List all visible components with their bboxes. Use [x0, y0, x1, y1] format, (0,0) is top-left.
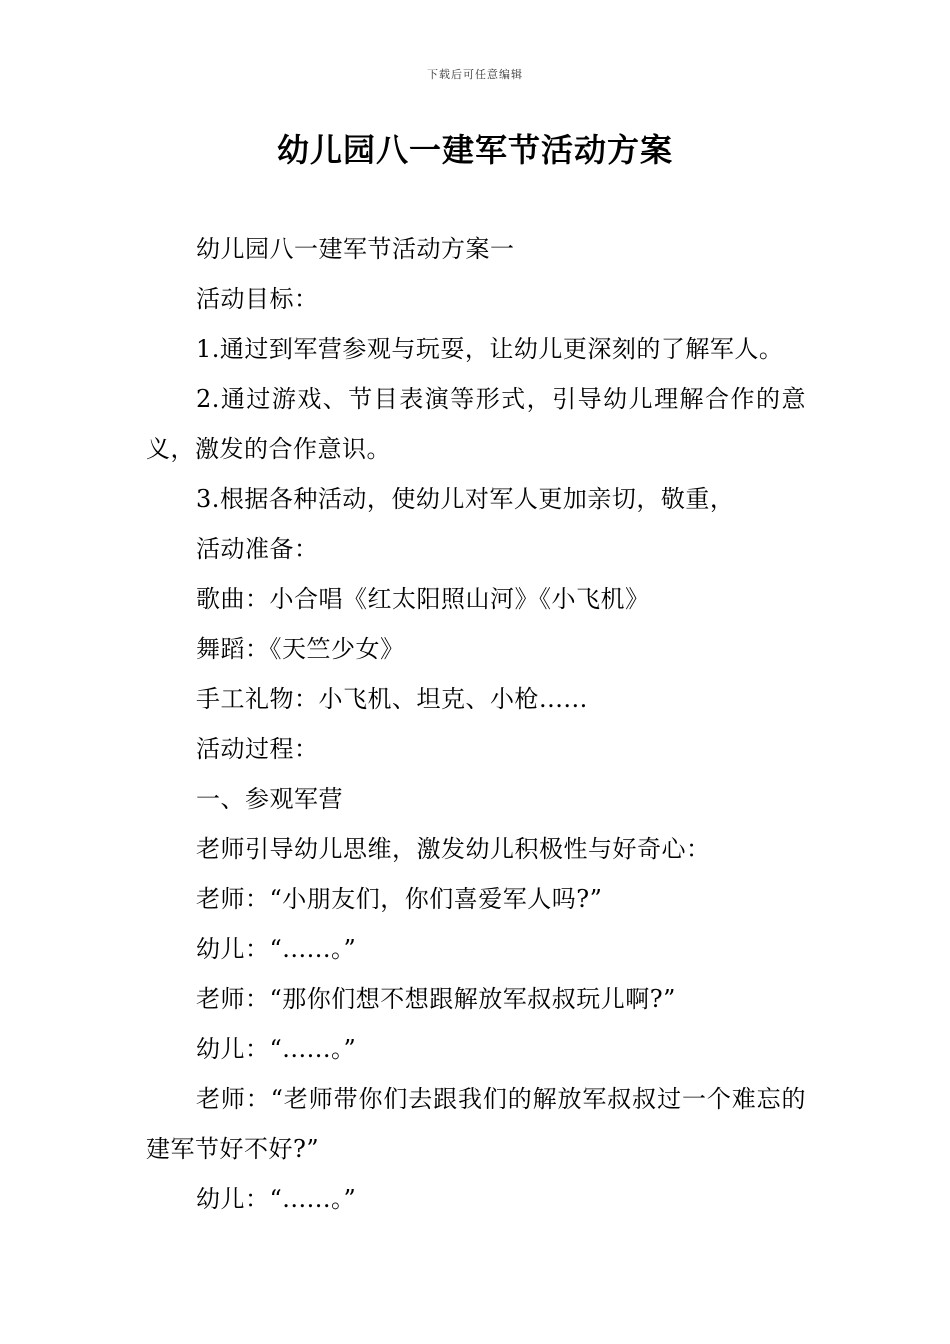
paragraph: 一、参观军营 [196, 785, 343, 813]
paragraph: 活动准备： [196, 535, 319, 563]
paragraph: 舞蹈：《天竺少女》 [196, 635, 405, 663]
paragraph: 幼儿园八一建军节活动方案一 [196, 235, 515, 263]
document-body [146, 224, 806, 1224]
paragraph: 1.通过到军营参观与玩耍，让幼儿更深刻的了解军人。 [196, 335, 784, 363]
paragraph: 幼儿：“......。” [196, 1035, 357, 1063]
header-note: 下载后可任意编辑 [427, 68, 523, 81]
paragraph: 歌曲：小合唱《红太阳照山河》《小飞机》 [196, 585, 650, 613]
paragraph: 活动过程： [196, 735, 319, 763]
paragraph: 幼儿：“......。” [196, 1185, 357, 1213]
paragraph: 老师引导幼儿思维，激发幼儿积极性与好奇心： [196, 835, 711, 863]
paragraph: 手工礼物：小飞机、坦克、小枪...... [196, 685, 588, 713]
paragraph: 活动目标： [196, 285, 319, 313]
paragraph: 2.通过游戏、节目表演等形式，引导幼儿理解合作的意义，激发的合作意识。 [146, 385, 806, 463]
paragraph: 老师：“老师带你们去跟我们的解放军叔叔过一个难忘的建军节好不好?” [146, 1085, 806, 1163]
paragraph: 3.根据各种活动，使幼儿对军人更加亲切，敬重， [196, 485, 735, 513]
paragraph: 幼儿：“......。” [196, 935, 357, 963]
paragraph: 老师：“小朋友们，你们喜爱军人吗?” [196, 885, 603, 913]
paragraph: 老师：“那你们想不想跟解放军叔叔玩儿啊?” [196, 985, 676, 1013]
document-title: 幼儿园八一建军节活动方案 [276, 131, 673, 169]
